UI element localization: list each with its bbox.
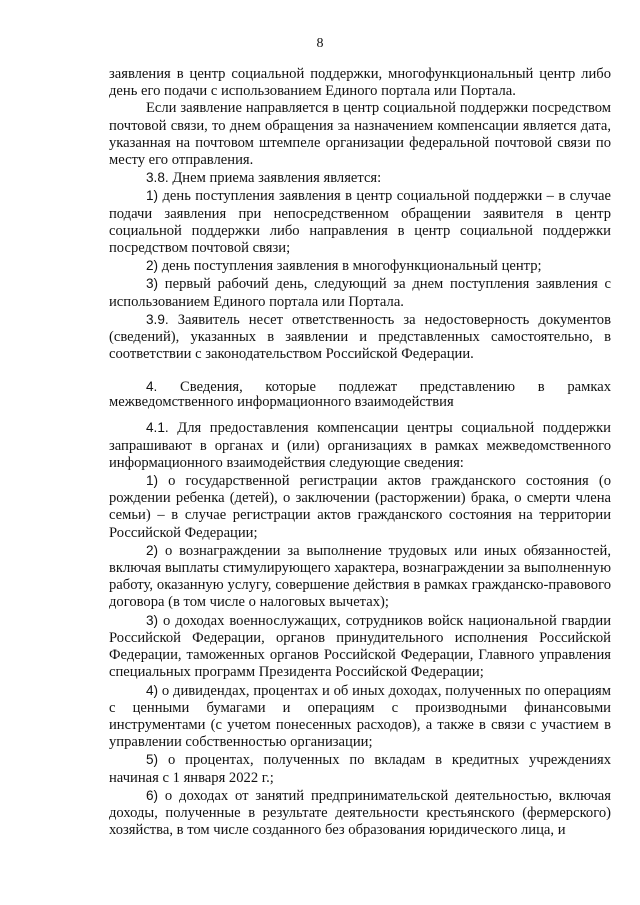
page-number: 8 [316, 36, 324, 51]
paragraph-text: Если заявление направляется в центр социальной поддержки посредством почтовой связи, то днем обращения за назначением компенсации является дата, указанная на почтовом штемпеле организации федеральной почтовой связи по месту его отправления. [109, 100, 611, 169]
clause-3-8 [109, 169, 611, 187]
list-item [109, 257, 611, 275]
list-item [109, 612, 611, 682]
paragraph-continuation [109, 66, 611, 100]
clause-number: 3.8. [146, 170, 169, 186]
list-item-number: 3) [146, 612, 159, 628]
list-item-text: о государственной регистрации актов гражданского состояния (о рождении ребенка (детей), о заключении (расторжении) брака, о смерти члена семьи) – в случае регистрации актов гражданского состояния на территории Российской Федерации; [109, 473, 611, 541]
list-item-text: о вознаграждении за выполнение трудовых или иных обязанностей, включая выплаты стимулирующего характера, вознаграждении за выполненную работу, оказанную услугу, совершение действия в рамках гражданско-правового договора (в том числе о налоговых вычетах); [109, 542, 611, 611]
document-body [109, 66, 611, 839]
section-heading-text: Сведения, которые подлежат представлению в рамках межведомственного информационного взаимодействия [109, 379, 611, 411]
section-heading [109, 379, 611, 410]
list-item-text: о доходах от занятий предпринимательской деятельностью, включая доходы, полученные в результате деятельности крестьянского (фермерского) хозяйства, в том числе созданного без образования юридического лица, и [109, 787, 611, 839]
list-item-text: день поступления заявления в центр социальной поддержки – в случае подачи заявления при непосредственном обращении заявителя в центр социальной поддержки либо направления в центр социальной поддержки посредством почтовой связи; [109, 188, 611, 257]
clause-4-1 [109, 419, 611, 472]
list-item-number: 1) [146, 473, 159, 489]
section-number: 4. [146, 379, 158, 395]
list-item-text: о процентах, полученных по вкладам в кредитных учреждениях начиная с 1 января 2022 г.; [109, 752, 611, 786]
list-item [109, 275, 611, 310]
clause-text: Днем приема заявления является: [168, 170, 382, 187]
list-item-text: день поступления заявления в многофункциональный центр; [158, 258, 542, 275]
list-item [109, 682, 611, 752]
clause-number: 4.1. [146, 420, 169, 436]
list-item-text: о дивидендах, процентах и об иных доходах, полученных по операциям с ценными бумагами и операциям с производными финансовыми инструментами (с учетом понесенных расходов), а также в связи с участием в управлении собственностью организации; [109, 682, 611, 751]
list-item-number: 6) [146, 787, 159, 803]
list-item-number: 4) [146, 682, 159, 698]
list-item-number: 2) [146, 542, 159, 558]
section-spacer [109, 410, 611, 419]
list-item-text: о доходах военнослужащих, сотрудников войск национальной гвардии Российской Федерации, органов принудительного исполнения Российской Федерации, таможенных органов Российской Федерации, Главного управления специальных программ Президента Российской Федерации; [109, 612, 611, 681]
clause-number: 3.9. [146, 311, 169, 327]
list-item-number: 3) [146, 276, 159, 292]
clause-text: Для предоставления компенсации центры социальной поддержки запрашивают в органах и (или) организациях в рамках межведомственного информационного взаимодействия следующие сведения: [109, 420, 611, 471]
section-spacer [109, 363, 611, 379]
list-item-text: первый рабочий день, следующий за днем поступления заявления с использованием Единого портала или Портала. [109, 276, 611, 310]
clause-text: Заявитель несет ответственность за недостоверность документов (сведений), указанных в заявлении и представленных самостоятельно, в соответствии с законодательством Российской Федерации. [109, 311, 611, 363]
clause-3-9 [109, 311, 611, 364]
list-item [109, 472, 611, 542]
list-item [109, 542, 611, 612]
paragraph-postal [109, 100, 611, 169]
list-item [109, 787, 611, 840]
list-item [109, 187, 611, 257]
list-item-number: 2) [146, 258, 159, 274]
paragraph-text: заявления в центр социальной поддержки, многофункциональный центр либо день его подачи с использованием Единого портала или Портала. [109, 66, 611, 100]
list-item-number: 5) [146, 752, 159, 768]
list-item-number: 1) [146, 188, 159, 204]
list-item [109, 751, 611, 786]
